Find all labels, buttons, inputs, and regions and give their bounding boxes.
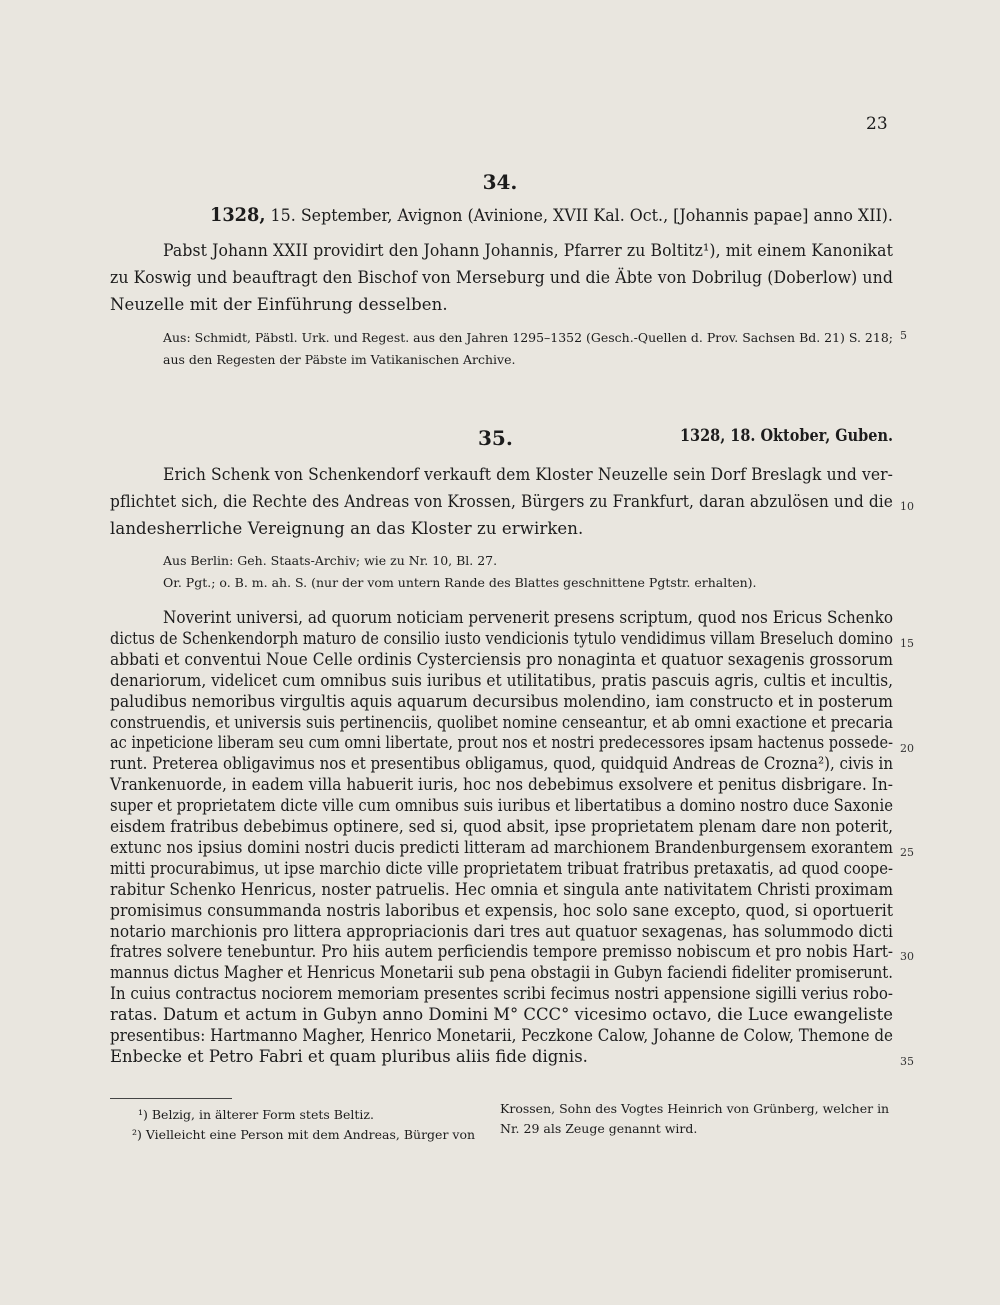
charter-text-line: eisdem fratribus debebimus optinere, sed si, quod absit, ipse proprietatem plenam dare non poterit, [110,817,894,836]
charter-text-line: extunc nos ipsius domini nostri ducis predicti litteram ad marchionem Brandenburgensem exorantem [110,837,894,857]
charter-text-line: In cuius contractus nociorem memoriam presentes scribi fecimus nostri appensione sigilli verius robo- [110,984,894,1004]
charter-text-line: ratas. Datum et actum in Gubyn anno Domini M° CCC° vicesimo octavo, die Luce ewangeliste [110,1005,893,1025]
charter-text-line: dictus de Schenkendorph maturo de consilio iusto vendicionis tytulo vendidimus villam Breseluch domino [110,628,894,648]
document-34-number: 34. [482,170,518,194]
document-35-heading: 1328, 18. Oktober, Guben. [680,426,893,446]
charter-text-line: construendis, et universis suis pertinenciis, quolibet nomine censeantur, et ab omni exactione et precaria [110,712,893,732]
charter-text-line: ac inpeticione liberam seu cum omni libertate, prout nos et nostri predecessores ipsam hactenus possede- [110,733,894,753]
document-35-text-line: landesherrliche Vereignung an das Kloster zu erwirken. [110,519,584,538]
charter-text-line: rabitur Schenko Henricus, noster patruelis. Hec omnia et singula ante nativitatem Christi proximam [110,879,894,899]
charter-text-line: Noverint universi, ad quorum noticiam pervenerit presens scriptum, quod nos Ericus Schenko [163,608,894,627]
charter-text-line: presentibus: Hartmanno Magher, Henrico Monetarii, Peczkone Calow, Johanne de Colow, Themone de [110,1026,893,1045]
document-34-text-line: zu Koswig und beauftragt den Bischof von Merseburg und die Äbte von Dobrilug (Doberlow) und [110,268,894,287]
document-34-source: aus den Regesten der Päbste im Vatikanischen Archive. [163,352,516,367]
document-34-text-line: Pabst Johann XXII providirt den Johann Johannis, Pfarrer zu Boltitz¹), mit einem Kanonikat [163,241,893,260]
line-number: 5 [900,329,907,342]
page-number: 23 [866,114,888,134]
charter-text-line: Vrankenuorde, in eadem villa habuerit iuris, hoc nos debebimus exsolvere et penitus disbrigare. In- [110,775,893,795]
document-35-text-line: pflichtet sich, die Rechte des Andreas von Krossen, Bürgers zu Frankfurt, daran abzulösen und die [110,492,894,511]
document-34-year: 1328, [210,204,266,226]
document-34-source: Aus: Schmidt, Päbstl. Urk. und Regest. aus den Jahren 1295–1352 (Gesch.-Quellen d. Prov. Sachsen Bd. 21) S. 218; [163,330,893,345]
charter-text-line: mitti procurabimus, ut ipse marchio dicte ville proprietatem tribuat fratribus pretaxatis, ad quod coope- [110,858,893,878]
line-number: 35 [900,1055,914,1068]
document-34-date-place: 15. September, Avignon (Avinione, XVII Kal. Oct., [Johannis papae] anno XII). [270,206,893,226]
charter-text-line: abbati et conventui Noue Celle ordinis Cysterciensis pro nonaginta et quatuor sexagenis grossorum [110,649,893,669]
charter-text-line: denariorum, videlicet cum omnibus suis iuribus et utilitatibus, pratis pascuis agris, cultis et incultis, [110,670,893,690]
document-35-source: Aus Berlin: Geh. Staats-Archiv; wie zu Nr. 10, Bl. 27. [163,553,498,568]
charter-text-line: fratres solvere tenebuntur. Pro hiis autem perficiendis tempore premisso nobiscum et pro nobis Hart- [110,942,894,962]
line-number: 10 [900,500,914,513]
charter-text-line: Enbecke et Petro Fabri et quam pluribus aliis fide dignis. [110,1046,588,1066]
charter-text-line: paludibus nemoribus virgultis aquis aquarum decursibus molendino, iam constructo et in posterum [110,691,893,711]
charter-text-line: runt. Preterea obligavimus nos et presentibus obligamus, quod, quidquid Andreas de Crozna²), civis in [110,754,894,774]
footnote-continuation: Krossen, Sohn des Vogtes Heinrich von Grünberg, welcher in [500,1101,890,1116]
document-35-source: Or. Pgt.; o. B. m. ah. S. (nur der vom untern Rande des Blattes geschnittene Pgtstr. erhalten). [163,575,757,590]
charter-text-line: notario marchionis pro littera appropriacionis dari tres aut quatuor sexagenas, has solummodo dicti [110,921,893,941]
document-34-heading [210,204,893,226]
document-34-text-line: Neuzelle mit der Einführung desselben. [110,295,448,314]
footnote: ²) Vielleicht eine Person mit dem Andreas, Bürger von [132,1127,476,1142]
footnote-rule [110,1098,232,1099]
footnote: ¹) Belzig, in älterer Form stets Beltiz. [138,1107,374,1122]
charter-text-line: mannus dictus Magher et Henricus Monetarii sub pena obstagii in Gubyn faciendi fideliter promiserunt. [110,963,893,983]
line-number: 30 [900,950,914,963]
line-number: 25 [900,846,914,859]
charter-text-line: super et proprietatem dicte ville cum omnibus suis iuribus et libertatibus a domino nostro duce Saxonie [110,796,893,816]
document-35-text-line: Erich Schenk von Schenkendorf verkauft dem Kloster Neuzelle sein Dorf Breslagk und ver- [163,465,894,484]
line-number: 15 [900,637,914,650]
charter-text-line: promisimus consummanda nostris laboribus et expensis, hoc solo sane excepto, quod, si oportuerit [110,900,894,920]
footnote-continuation: Nr. 29 als Zeuge genannt wird. [500,1121,698,1136]
line-number: 20 [900,742,914,755]
document-35-number: 35. [478,426,513,450]
